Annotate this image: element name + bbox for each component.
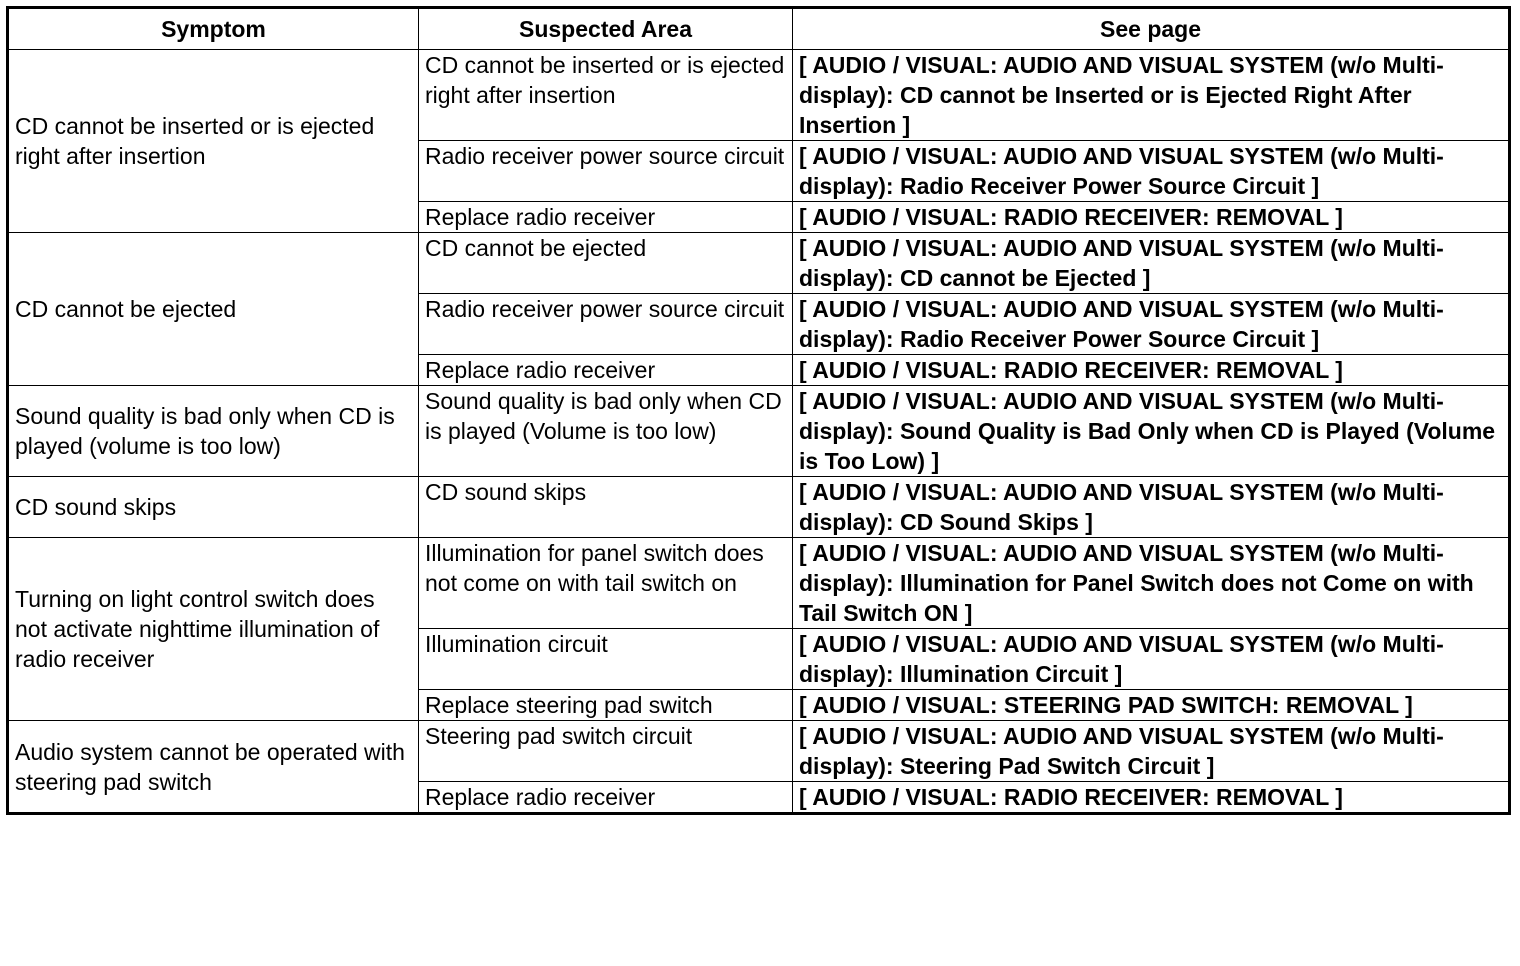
table-row [8,538,1510,629]
see-page-link[interactable]: [ AUDIO / VISUAL: AUDIO AND VISUAL SYSTEM (w/o Multi-display): CD Sound Skips ] [793,477,1510,538]
see-page-link[interactable]: [ AUDIO / VISUAL: AUDIO AND VISUAL SYSTEM (w/o Multi-display): Radio Receiver Power Source Circuit ] [793,294,1510,355]
troubleshooting-table [6,6,1511,815]
see-page-link[interactable]: [ AUDIO / VISUAL: AUDIO AND VISUAL SYSTEM (w/o Multi-display): CD cannot be Ejected ] [793,233,1510,294]
suspected-area-cell: Steering pad switch circuit [419,721,793,782]
symptom-cell: Audio system cannot be operated with steering pad switch [8,721,419,814]
symptom-cell: Turning on light control switch does not activate nighttime illumination of radio receiver [8,538,419,721]
table-row [8,50,1510,141]
symptom-cell: CD sound skips [8,477,419,538]
suspected-area-cell: Replace radio receiver [419,355,793,386]
symptom-cell: Sound quality is bad only when CD is played (volume is too low) [8,386,419,477]
see-page-link[interactable]: [ AUDIO / VISUAL: AUDIO AND VISUAL SYSTEM (w/o Multi-display): Sound Quality is Bad Only when CD is Played (Volume is Too Low) ] [793,386,1510,477]
suspected-area-cell: CD cannot be ejected [419,233,793,294]
header-see-page: See page [793,8,1510,50]
suspected-area-cell: CD sound skips [419,477,793,538]
see-page-link[interactable]: [ AUDIO / VISUAL: AUDIO AND VISUAL SYSTEM (w/o Multi-display): CD cannot be Inserted or is Ejected Right After Insertion ] [793,50,1510,141]
suspected-area-cell: Replace steering pad switch [419,690,793,721]
symptom-cell: CD cannot be inserted or is ejected right after insertion [8,50,419,233]
see-page-link[interactable]: [ AUDIO / VISUAL: RADIO RECEIVER: REMOVAL ] [793,782,1510,814]
see-page-link[interactable]: [ AUDIO / VISUAL: RADIO RECEIVER: REMOVAL ] [793,355,1510,386]
header-row [8,8,1510,50]
suspected-area-cell: CD cannot be inserted or is ejected right after insertion [419,50,793,141]
suspected-area-cell: Replace radio receiver [419,782,793,814]
header-suspected-area: Suspected Area [419,8,793,50]
table-row [8,233,1510,294]
table-row [8,721,1510,782]
see-page-link[interactable]: [ AUDIO / VISUAL: AUDIO AND VISUAL SYSTEM (w/o Multi-display): Illumination Circuit ] [793,629,1510,690]
see-page-link[interactable]: [ AUDIO / VISUAL: AUDIO AND VISUAL SYSTEM (w/o Multi-display): Illumination for Panel Switch does not Come on with Tail Switch ON ] [793,538,1510,629]
suspected-area-cell: Radio receiver power source circuit [419,294,793,355]
suspected-area-cell: Sound quality is bad only when CD is played (Volume is too low) [419,386,793,477]
symptom-cell: CD cannot be ejected [8,233,419,386]
see-page-link[interactable]: [ AUDIO / VISUAL: AUDIO AND VISUAL SYSTEM (w/o Multi-display): Steering Pad Switch Circuit ] [793,721,1510,782]
suspected-area-cell: Illumination circuit [419,629,793,690]
see-page-link[interactable]: [ AUDIO / VISUAL: STEERING PAD SWITCH: REMOVAL ] [793,690,1510,721]
table-row [8,477,1510,538]
see-page-link[interactable]: [ AUDIO / VISUAL: RADIO RECEIVER: REMOVAL ] [793,202,1510,233]
suspected-area-cell: Illumination for panel switch does not come on with tail switch on [419,538,793,629]
header-symptom: Symptom [8,8,419,50]
suspected-area-cell: Radio receiver power source circuit [419,141,793,202]
table-row [8,386,1510,477]
suspected-area-cell: Replace radio receiver [419,202,793,233]
see-page-link[interactable]: [ AUDIO / VISUAL: AUDIO AND VISUAL SYSTEM (w/o Multi-display): Radio Receiver Power Source Circuit ] [793,141,1510,202]
